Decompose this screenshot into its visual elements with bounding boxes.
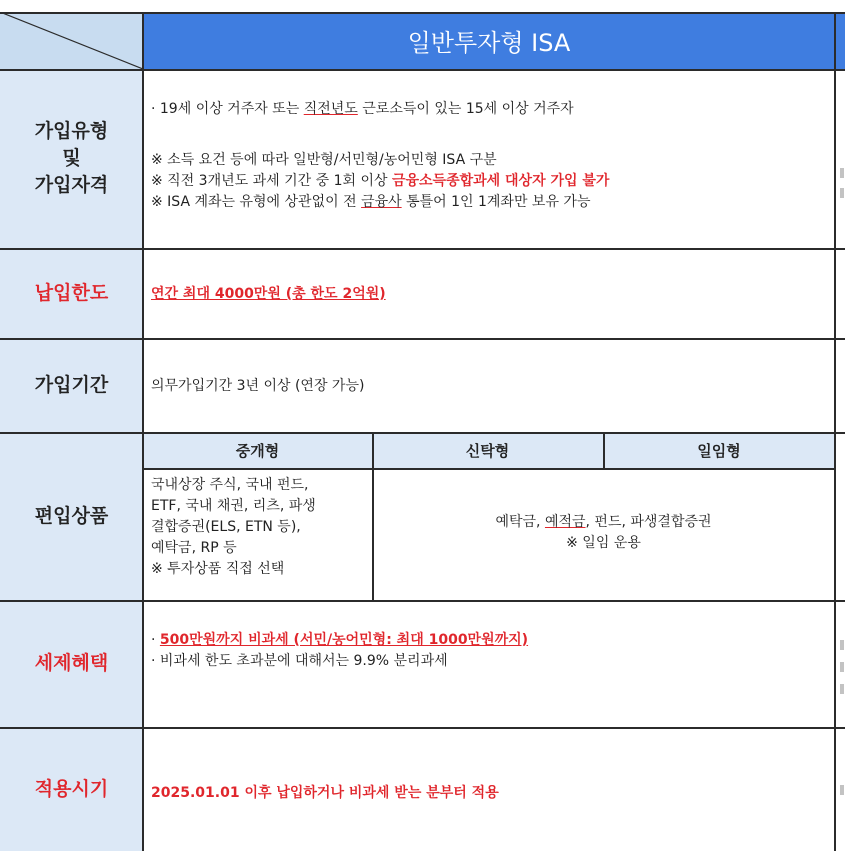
brokerage-line: 예탁금, RP 등 [151, 540, 237, 556]
brokerage-line: 국내상장 주식, 국내 펀드, [151, 477, 309, 493]
grid-line [0, 69, 845, 71]
header-title: 일반투자형 ISA [143, 12, 835, 69]
cell-effective [143, 727, 835, 851]
clipped-text-fragment [840, 640, 844, 650]
trust-line-1: 예탁금, 예적금, 펀드, 파생결합증권 [495, 514, 712, 530]
label-limit: 납입한도 [0, 248, 143, 338]
brokerage-line: ※ 투자상품 직접 선택 [151, 561, 285, 577]
grid-line [603, 432, 605, 468]
cell-period [143, 338, 835, 432]
effective-text: 2025.01.01 이후 납입하거나 비과세 받는 분부터 적용 [151, 785, 499, 801]
col-header-discretionary: 일임형 [603, 432, 835, 468]
cell-tax [143, 600, 835, 727]
clipped-text-fragment [840, 188, 844, 198]
grid-line [834, 12, 836, 851]
trust-line-2: ※ 일임 운용 [566, 535, 641, 551]
grid-line [0, 12, 845, 14]
clipped-text-fragment [840, 168, 844, 178]
eligibility-line: · 19세 이상 거주자 또는 직전년도 근로소득이 있는 15세 이상 거주자 [151, 101, 574, 117]
next-column-edge [835, 69, 845, 851]
grid-line [0, 727, 845, 729]
label-eligibility: 가입유형 및 가입자격 [0, 69, 143, 248]
clipped-text-fragment [840, 684, 844, 694]
grid-line [142, 12, 144, 851]
header-corner-cell [0, 12, 143, 69]
eligibility-note-2: ※ 직전 3개년도 과세 기간 중 1회 이상 금융소득종합과세 대상자 가입 불가 [151, 173, 610, 189]
label-tax: 세제혜택 [0, 600, 143, 727]
cell-brokerage-products [143, 468, 372, 600]
tax-line-2: · 비과세 한도 초과분에 대해서는 9.9% 분리과세 [151, 653, 448, 669]
label-products: 편입상품 [0, 432, 143, 600]
label-period: 가입기간 [0, 338, 143, 432]
cell-limit [143, 248, 835, 338]
grid-line [143, 468, 835, 470]
header-next-column [835, 12, 845, 69]
eligibility-note-1: ※ 소득 요건 등에 따라 일반형/서민형/농어민형 ISA 구분 [151, 152, 497, 168]
eligibility-note-3: ※ ISA 계좌는 유형에 상관없이 전 금융사 통틀어 1인 1계좌만 보유 가능 [151, 194, 591, 210]
label-effective: 적용시기 [0, 727, 143, 851]
clipped-text-fragment [840, 662, 844, 672]
col-header-brokerage: 중개형 [143, 432, 372, 468]
grid-line [0, 248, 845, 250]
brokerage-line: 결합증권(ELS, ETN 등), [151, 519, 301, 535]
col-header-trust: 신탁형 [372, 432, 603, 468]
diagonal-divider [0, 12, 143, 69]
grid-line [372, 432, 374, 600]
limit-text: 연간 최대 4000만원 (총 한도 2억원) [151, 286, 386, 302]
tax-line-1: · 500만원까지 비과세 (서민/농어민형: 최대 1000만원까지) [151, 632, 529, 648]
clipped-text-fragment [840, 785, 844, 795]
grid-line [0, 432, 845, 434]
cell-eligibility [143, 69, 835, 248]
period-text: 의무가입기간 3년 이상 (연장 가능) [151, 378, 365, 394]
cell-trust-discretionary-products [372, 468, 835, 600]
grid-line [0, 600, 845, 602]
grid-line [0, 338, 845, 340]
brokerage-line: ETF, 국내 채권, 리츠, 파생 [151, 498, 316, 514]
